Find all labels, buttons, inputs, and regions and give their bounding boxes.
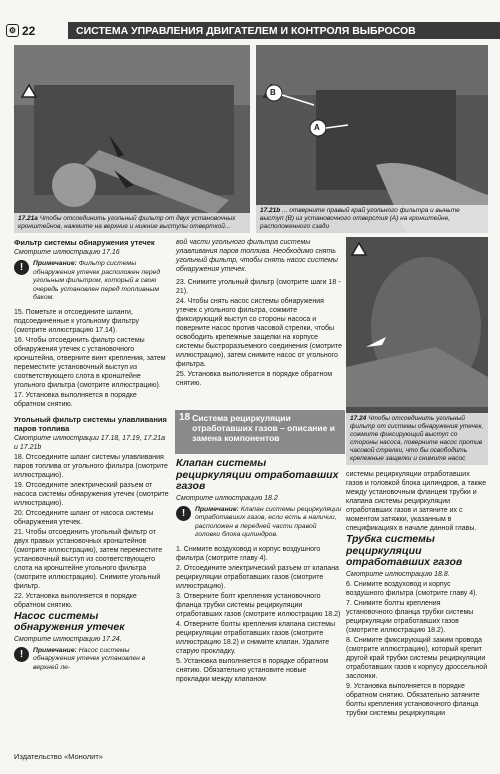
photo-17-24-number: 17.24 — [350, 415, 367, 422]
section-number: 18 — [179, 412, 191, 423]
step-8: 8. Снимите фиксирующий зажим провода (смотрите иллюстрацию), который крепит другой край трубки системы рециркуляции отработавших газов к корпусу дроссельной заслонки. — [346, 636, 488, 680]
note-icon: ! — [14, 647, 29, 662]
step-4: 4. Отверните болты крепления клапана системы рециркуляции отработавших газов (смотрите иллюстрацию 18.2) и снимите клапан. Удалите старую прокладку. — [176, 620, 336, 655]
step-21: 21. Чтобы отсоединить угольный фильтр от двух правых установочных кронштейнов (смотрите иллюстрацию), затем переместите установочный выступ из соответствующего слота на кронштейне угольного фильтра (смотрите иллюстрацию). Снимите угольный фильтр. — [14, 528, 163, 590]
note-text: Насос системы обнаружения утечек установлен в верхней ле- — [33, 646, 146, 671]
section-title-leak-filter: Фильтр системы обнаружения утечек — [14, 238, 155, 247]
step-6: 6. Снимите воздуховод и корпус воздушного фильтра (смотрите главу 4). — [346, 580, 478, 597]
step-20: 20. Отсоедините шланг от насоса системы обнаружения утечек. — [14, 509, 154, 526]
publisher-footer: Издательство «Монолит» — [14, 752, 103, 761]
photo-17-21b — [256, 45, 488, 233]
section-title-carbon-filter: Угольный фильтр системы улавливания паров топлива — [14, 414, 167, 433]
note-3 — [176, 506, 342, 540]
page-header — [0, 22, 500, 39]
label-b: B — [270, 88, 276, 97]
photo-17-24-text: Чтобы отсоединить угольный фильтр от системы обнаружения утечек, сожмите фиксирующий выступ со стороны насоса, поверните насос против часовой стрелки, что бы освободить крепежные защелки и снимите насос — [350, 415, 484, 462]
photo-17-21a-caption — [14, 213, 250, 233]
step-9: 9. Установка выполняется в порядке обратном снятию. Обязательно затяните болты крепления установочного фланца трубки системы рециркуляции — [346, 682, 480, 717]
section-title-egr-valve: Клапан системы рециркуляции отработавших газов — [176, 457, 339, 492]
page-number-block — [0, 22, 68, 39]
note-icon: ! — [14, 260, 29, 275]
note-text: Фильтр системы обнаружения утечек расположен перед угольным фильтром, который в свою очередь установлен перед топливным баком. — [33, 260, 161, 301]
column-2-top — [176, 238, 342, 389]
step-24: 24. Чтобы снять насос системы обнаружения утечек с угольного фильтра, сожмите фиксирующий выступ со стороны насоса и поверните насос против часовой стрелки, чтобы освободить крепежные защелки на корпусе системы быстроразъемного соединения (смотрите иллюстрацию), затем снимите насос от угольного фильтра. — [176, 298, 342, 368]
photo-17-24 — [346, 237, 488, 465]
step-17: 17. Установка выполняется в порядке обратном снятию. — [14, 391, 137, 408]
note-continuation: вой части угольного фильтра системы улавливания паров топлива. Необходимо снять угольный фильтр, чтобы снять насос системы обнаружения утечек. — [176, 239, 338, 273]
note-icon: ! — [176, 506, 191, 521]
section-ref: Смотрите иллюстрацию 18.8. — [346, 570, 450, 578]
section-ref: Смотрите иллюстрацию 17.16 — [14, 249, 120, 256]
step-22: 22. Установка выполняется в порядке обратном снятию. — [14, 592, 137, 609]
page-number: 22 — [22, 23, 36, 38]
step-15: 15. Пометьте и отсоедините шланги, подсоединенные к угольному фильтру (смотрите иллюстрацию 17.14). — [14, 308, 140, 334]
section-heading: Система рециркуляции отработавших газов – описание и замена компонентов — [192, 413, 335, 443]
step-5: 5. Установка выполняется в порядке обратном снятию. Обязательно установите новые прокладки между клапаном — [176, 657, 329, 683]
photo-17-21a — [14, 45, 250, 233]
photo-17-21a-text: Чтобы отсоединить угольный фильтр от двух установочных кронштейнов, нажмите на верхние и нижние выступы отверткой... — [18, 215, 236, 230]
note-1 — [14, 260, 170, 303]
note-text: Клапан системы рециркуляции отработавших газов, если есть в наличии, расположен в передней части правой головки блока цилиндров. — [195, 505, 342, 538]
egr-continuation: системы рециркуляции отработавших газов и головкой блока цилиндров, а также между установочным фланцем трубки и клапана системы рециркуляции отработавших газов и затяните их с моментом затяжки, указанным в спецификациях в начале данной главы. — [346, 471, 487, 532]
step-19: 19. Отсоедините электрический разъем от насоса системы обнаружения утечек (смотрите иллюстрацию). — [14, 481, 169, 507]
step-18: 18. Отсоедините шланг системы улавливания паров топлива от угольного фильтра (смотрите иллюстрацию). — [14, 453, 168, 479]
photo-17-21a-image — [14, 45, 250, 233]
chapter-title: СИСТЕМА УПРАВЛЕНИЯ ДВИГАТЕЛЕМ И КОНТРОЛЯ ВЫБРОСОВ — [68, 22, 500, 39]
section-ref: Смотрите иллюстрации 17.18, 17.19, 17.21a и 17.21b — [14, 434, 166, 451]
step-16: 16. Чтобы отсоединить фильтр системы обнаружения утечек с установочного кронштейна, отверните винт крепления, затем переместите установочный выступ из соответствующего слота в кронштейне угольного фильтра (смотрите иллюстрацию). — [14, 336, 166, 389]
note-label: Примечание: — [33, 646, 77, 654]
column-3 — [346, 470, 488, 719]
step-7: 7. Снимите болты крепления установочного фланца трубки системы рециркуляции отработавших газов (смотрите иллюстрацию 18.2). — [346, 599, 474, 634]
step-25: 25. Установка выполняется в порядке обратном снятию. — [176, 371, 333, 387]
step-2: 2. Отсоедините электрический разъем от клапана рециркуляции отработавших газов (смотрите иллюстрацию). — [176, 564, 339, 590]
photo-17-21b-caption — [256, 205, 488, 233]
step-3: 3. Отверните болт крепления установочного фланца трубки системы рециркуляции отработавших газов (смотрите иллюстрацию 18.2) — [176, 592, 341, 618]
section-title-egr-tube: Трубка системы рециркуляции отработавших газов — [346, 533, 463, 568]
photo-17-21a-number: 17.21a — [18, 215, 38, 222]
photo-17-21b-number: 17.21b — [260, 207, 281, 214]
step-1: 1. Снимите воздуховод и корпус воздушного фильтра (смотрите главу 4). — [176, 545, 321, 562]
photo-17-24-caption — [346, 413, 488, 465]
note-label: Примечание: — [195, 505, 239, 513]
step-23: 23. Снимите угольный фильтр (смотрите шаги 18 - 21). — [176, 279, 341, 295]
photo-17-21b-text: ... отверните правый край угольного фильтра и выньте выступ (B) из установочного отверстия (A) на кронштейне, расположенного сзади — [260, 207, 460, 230]
section-ref: Смотрите иллюстрацию 18.2 — [176, 494, 278, 502]
column-2-bottom — [176, 458, 342, 685]
section-18-header — [175, 410, 345, 454]
section-ref: Смотрите иллюстрацию 17.24. — [14, 635, 122, 643]
column-1 — [14, 238, 170, 677]
label-a: A — [314, 123, 320, 132]
note-label: Примечание: — [33, 260, 77, 267]
engine-chapter-icon: ⚙ — [6, 24, 19, 37]
section-title-leak-pump: Насос системы обнаружения утечек — [14, 609, 125, 633]
note-2 — [14, 647, 170, 673]
